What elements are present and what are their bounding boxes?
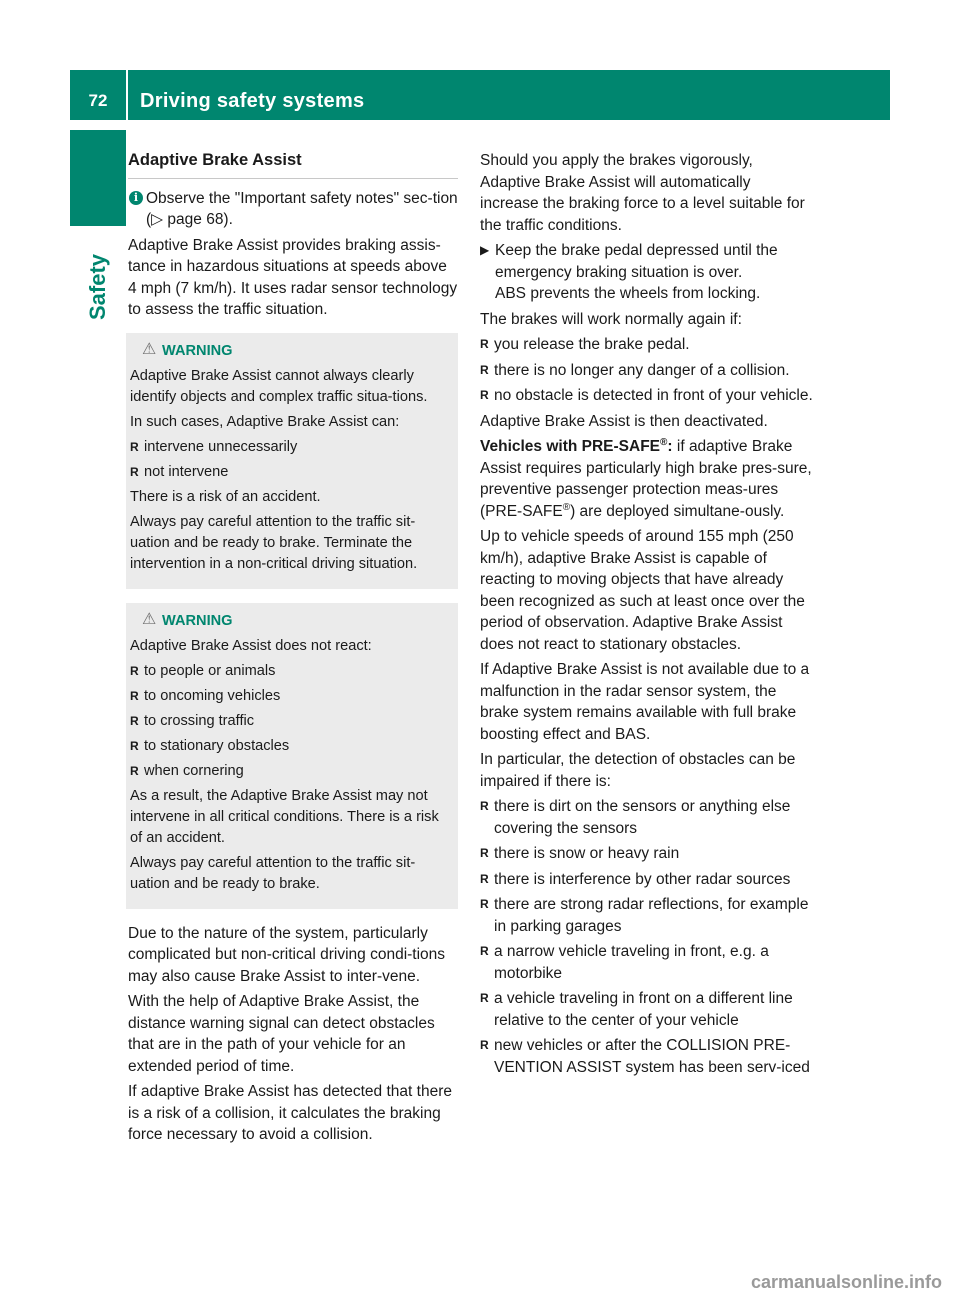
- body-paragraph: If adaptive Brake Assist has detected that there is a risk of a collision, it calculates the braking force necessary to avoid a collision.: [128, 1083, 452, 1143]
- body-paragraph: If Adaptive Brake Assist is not available due to a malfunction in the radar sensor system, the brake system remains available with full brake boosting effect and BAS.: [480, 661, 810, 743]
- warning-text: Adaptive Brake Assist cannot always clearly identify objects and complex traffic situa-tions.: [130, 367, 428, 405]
- list-item-text: when cornering: [144, 762, 244, 779]
- bullet-icon: R: [480, 337, 489, 351]
- header-divider: [126, 70, 128, 120]
- warning-text: Always pay careful attention to the traffic sit-uation and be ready to brake. Terminate the intervention in a non-critical driving situation.: [130, 513, 418, 572]
- list-item-text: to crossing traffic: [144, 712, 255, 729]
- bullet-icon: R: [130, 763, 139, 778]
- list-item-text: you release the brake pedal.: [494, 336, 690, 353]
- list-item-text: a vehicle traveling in front on a different line relative to the center of your vehicle: [494, 990, 793, 1029]
- info-note: [128, 188, 458, 231]
- list-item: [480, 894, 813, 937]
- warning-text: Always pay careful attention to the traffic sit-uation and be ready to brake.: [130, 854, 416, 892]
- info-icon: i: [129, 191, 143, 205]
- bullet-icon: R: [480, 1038, 489, 1052]
- list-item: [480, 360, 813, 382]
- list-item-text: there is dirt on the sensors or anything else covering the sensors: [494, 798, 791, 837]
- presafe-text-end: ) are deployed simultane-ously.: [570, 502, 785, 520]
- step-arrow-icon: ▶: [480, 243, 490, 257]
- right-column: [480, 150, 813, 1082]
- list-item-text: to people or animals: [144, 662, 276, 679]
- list-item-text: there is snow or heavy rain: [494, 845, 680, 862]
- list-item: [130, 711, 448, 732]
- page-ref-link[interactable]: page 68).: [167, 211, 233, 228]
- body-paragraph: In particular, the detection of obstacles can be impaired if there is:: [480, 751, 796, 790]
- bullet-icon: R: [480, 362, 489, 377]
- list-item: [130, 761, 448, 782]
- bullet-icon: R: [480, 871, 489, 886]
- intro-paragraph: Adaptive Brake Assist provides braking assis-tance in hazardous situations at speeds above 4 mph (7 km/h). It uses radar sensor technology to assess the traffic situation.: [128, 236, 458, 318]
- list-item: [480, 843, 813, 865]
- list-item-text: to oncoming vehicles: [144, 687, 281, 704]
- presafe-colon: :: [667, 438, 673, 455]
- side-tab-label: Safety: [85, 253, 110, 321]
- registered-mark: ®: [562, 501, 571, 513]
- list-item: [480, 796, 813, 839]
- warning-box-1: [126, 333, 458, 589]
- registered-mark: ®: [660, 436, 668, 448]
- step-text: Keep the brake pedal depressed until the emergency braking situation is over.: [495, 242, 778, 281]
- list-item: [480, 334, 813, 356]
- warning-text: As a result, the Adaptive Brake Assist may not intervene in all critical conditions. There is a risk of an accident.: [130, 787, 439, 846]
- warning-list: [130, 661, 448, 782]
- warning-title-text: WARNING: [162, 612, 233, 629]
- left-column: [128, 150, 458, 1150]
- warning-title-text: WARNING: [162, 342, 233, 359]
- warning-triangle-icon: ⚠: [142, 340, 157, 358]
- page-number: 72: [88, 91, 108, 110]
- side-tab-block: [70, 130, 126, 226]
- body-paragraph: With the help of Adaptive Brake Assist, the distance warning signal can detect obstacles that are in the path of your vehicle for an extended period of time.: [128, 993, 435, 1075]
- bullet-icon: R: [480, 944, 489, 958]
- list-item: [130, 736, 448, 757]
- side-tab: [70, 232, 126, 342]
- bullet-icon: R: [130, 713, 139, 728]
- body-paragraph: Up to vehicle speeds of around 155 mph (250 km/h), adaptive Brake Assist is capable of reacting to moving objects that have already been recognized as such at least once over the period of observation. Adaptive Brake Assist does not react to stationary obstacles.: [480, 528, 805, 653]
- list-item: [130, 661, 448, 682]
- page-heading: Adaptive Brake Assist: [128, 150, 458, 179]
- presafe-label: Vehicles with PRE-SAFE: [480, 438, 661, 455]
- info-note-text-pre: Observe the "Important safety notes" sec-tion (: [146, 189, 458, 228]
- warning-text: There is a risk of an accident.: [130, 488, 321, 505]
- bullet-icon: R: [480, 799, 489, 813]
- list-item-text: to stationary obstacles: [144, 737, 290, 754]
- instruction-step: [480, 240, 813, 305]
- page-ref-arrow-icon: ▷: [151, 211, 164, 228]
- list-item: [480, 941, 813, 984]
- list-item-text: there is no longer any danger of a collision.: [494, 361, 790, 379]
- warning-title: [130, 611, 448, 632]
- warning-triangle-icon: ⚠: [142, 610, 157, 628]
- bullet-icon: R: [480, 897, 489, 911]
- list-item: [480, 385, 813, 407]
- list-item-text: new vehicles or after the COLLISION PRE-VENTION ASSIST system has been serv-iced: [494, 1037, 810, 1076]
- body-paragraph: Adaptive Brake Assist is then deactivated.: [480, 412, 768, 430]
- bullet-icon: R: [130, 688, 139, 703]
- watermark: carmanualsonline.info: [750, 1272, 942, 1292]
- list-item-text: a narrow vehicle traveling in front, e.g. a motorbike: [494, 943, 769, 982]
- bullet-icon: R: [130, 439, 139, 454]
- bullet-icon: R: [480, 846, 489, 860]
- warning-title: [130, 341, 448, 362]
- bullet-icon: R: [130, 663, 139, 678]
- list-item-text: intervene unnecessarily: [144, 438, 298, 455]
- bullet-icon: R: [130, 464, 139, 479]
- step-subtext: ABS prevents the wheels from locking.: [495, 285, 761, 302]
- list-item-text: not intervene: [144, 463, 229, 480]
- bullet-icon: R: [480, 388, 489, 402]
- bullet-icon: R: [480, 991, 489, 1005]
- warning-text: In such cases, Adaptive Brake Assist can:: [130, 413, 400, 430]
- warning-text: Adaptive Brake Assist does not react:: [130, 637, 372, 654]
- body-paragraph: The brakes will work normally again if:: [480, 310, 742, 328]
- list-item-text: no obstacle is detected in front of your vehicle.: [494, 387, 813, 404]
- list-item-text: there is interference by other radar sources: [494, 870, 791, 888]
- list-item: [480, 988, 813, 1031]
- presafe-text: if adaptive Brake Assist requires particularly high brake pres-sure, preventive passenger protection meas-ures (PRE-SAFE: [480, 438, 812, 520]
- bullet-icon: R: [130, 738, 139, 753]
- condition-list: [480, 334, 813, 407]
- list-item-text: there are strong radar reflections, for example in parking garages: [494, 896, 809, 935]
- body-paragraph: Due to the nature of the system, particularly complicated but non-critical driving condi-tions may also cause Brake Assist to inter-vene.: [128, 924, 446, 985]
- body-paragraph: Should you apply the brakes vigorously, Adaptive Brake Assist will automatically increase the braking force to a level suitable for the traffic conditions.: [480, 152, 805, 234]
- list-item: [130, 686, 448, 707]
- warning-list: [130, 437, 448, 483]
- list-item: [480, 869, 813, 891]
- list-item: [480, 1035, 813, 1078]
- list-item: [130, 437, 448, 458]
- section-title: Driving safety systems: [140, 90, 365, 112]
- impairment-list: [480, 796, 813, 1078]
- presafe-paragraph: [480, 436, 813, 522]
- list-item: [130, 462, 448, 483]
- warning-box-2: [126, 603, 458, 909]
